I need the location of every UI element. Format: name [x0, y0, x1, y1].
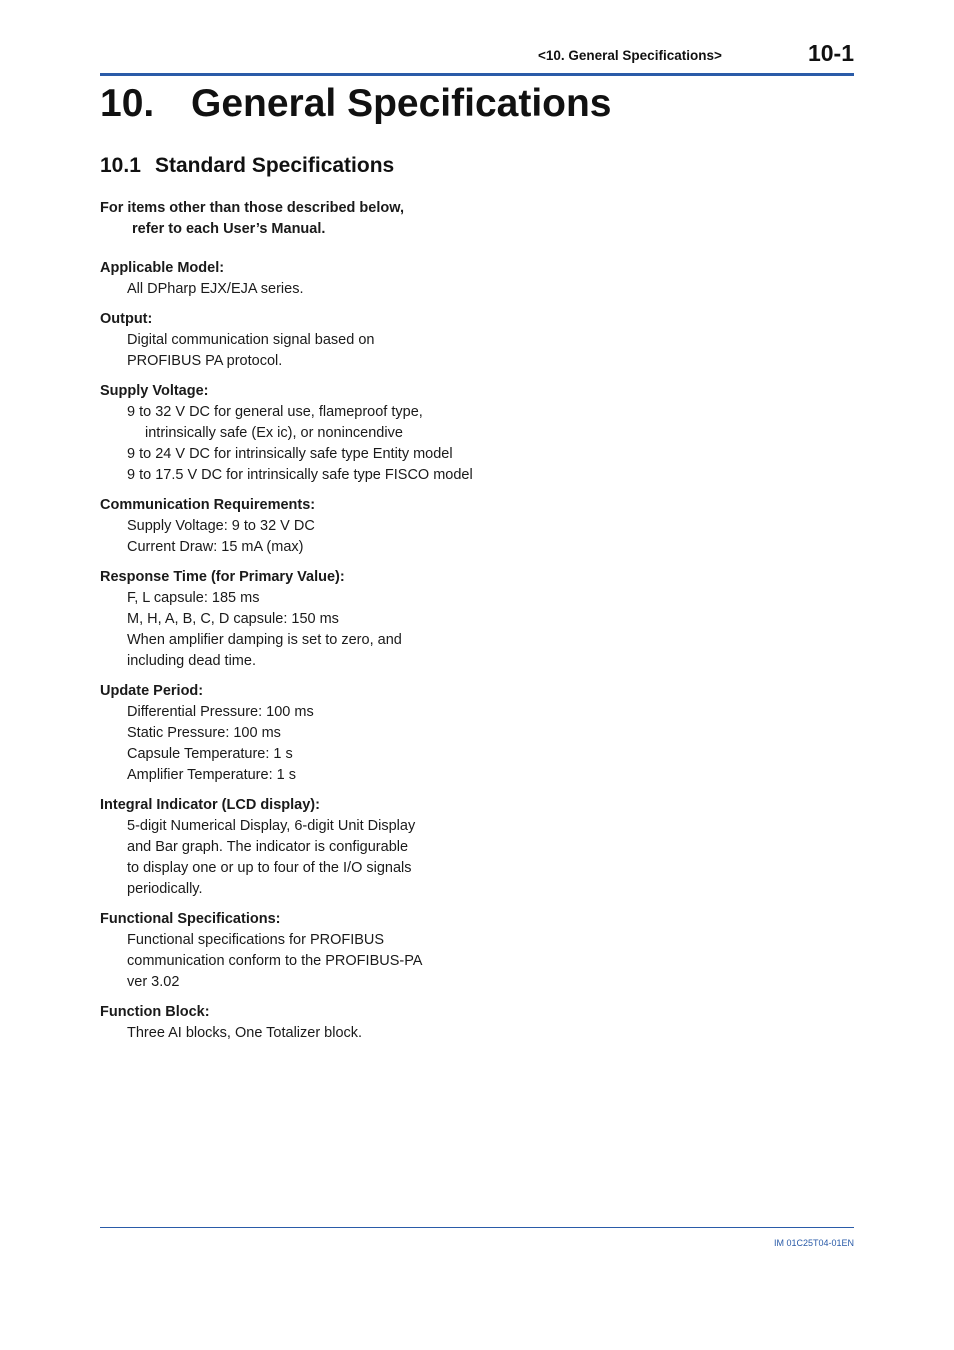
page-number: 10-1: [807, 40, 854, 66]
spec-value: Supply Voltage: 9 to 32 V DC: [127, 518, 315, 534]
spec-value: Functional specifications for PROFIBUS: [127, 932, 385, 948]
spec-value: Current Draw: 15 mA (max): [127, 539, 304, 555]
spec-label: Update Period:: [100, 683, 204, 699]
document-id: IM 01C25T04-01EN: [773, 1238, 854, 1248]
spec-value: Amplifier Temperature: 1 s: [127, 767, 296, 783]
chapter-title: [100, 82, 612, 126]
spec-value: 9 to 24 V DC for intrinsically safe type Entity model: [127, 446, 453, 462]
spec-label: Integral Indicator (LCD display):: [100, 797, 320, 813]
spec-list: [100, 258, 480, 1053]
spec-value: 9 to 17.5 V DC for intrinsically safe type FISCO model: [127, 467, 473, 483]
spec-integral-indicator: [100, 795, 480, 900]
spec-value: PROFIBUS PA protocol.: [127, 353, 283, 369]
chapter-number: 10.: [100, 82, 155, 125]
spec-value: Differential Pressure: 100 ms: [127, 704, 314, 720]
spec-value: All DPharp EJX/EJA series.: [127, 281, 304, 297]
section-number: 10.1: [100, 154, 141, 177]
spec-function-block: [100, 1002, 480, 1044]
spec-value: Digital communication signal based on: [127, 332, 375, 348]
spec-communication-requirements: [100, 495, 480, 558]
spec-value: M, H, A, B, C, D capsule: 150 ms: [127, 611, 339, 627]
spec-response-time: [100, 567, 480, 672]
spec-label: Functional Specifications:: [100, 911, 281, 927]
spec-functional-specifications: [100, 909, 480, 993]
spec-value: periodically.: [127, 881, 203, 897]
spec-value: communication conform to the PROFIBUS-PA: [127, 953, 423, 969]
running-header-section: <10. General Specifications>: [538, 48, 722, 63]
section-title-text: Standard Specifications: [155, 154, 395, 177]
spec-label: Supply Voltage:: [100, 383, 209, 399]
spec-label: Function Block:: [100, 1004, 210, 1020]
spec-applicable-model: [100, 258, 480, 300]
spec-value: Static Pressure: 100 ms: [127, 725, 281, 741]
spec-value: 5-digit Numerical Display, 6-digit Unit Display: [127, 818, 416, 834]
spec-label: Applicable Model:: [100, 260, 225, 276]
spec-supply-voltage: [100, 381, 480, 486]
chapter-title-text: General Specifications: [191, 82, 612, 125]
spec-value: When amplifier damping is set to zero, and: [127, 632, 402, 648]
spec-value: to display one or up to four of the I/O signals: [127, 860, 412, 876]
spec-update-period: [100, 681, 480, 786]
spec-label: Communication Requirements:: [100, 497, 316, 513]
spec-value: ver 3.02: [127, 974, 180, 990]
spec-label: Response Time (for Primary Value):: [100, 569, 345, 585]
intro-line-1: For items other than those described below,: [100, 200, 405, 216]
spec-label: Output:: [100, 311, 153, 327]
spec-value: Capsule Temperature: 1 s: [127, 746, 293, 762]
spec-value: and Bar graph. The indicator is configurable: [127, 839, 409, 855]
spec-value: F, L capsule: 185 ms: [127, 590, 260, 606]
spec-output: [100, 309, 480, 372]
header-divider: [100, 73, 854, 76]
spec-value: Three AI blocks, One Totalizer block.: [127, 1025, 363, 1041]
section-title: [100, 154, 394, 178]
intro-line-2: refer to each User’s Manual.: [132, 221, 326, 237]
spec-value: including dead time.: [127, 653, 256, 669]
spec-value: 9 to 32 V DC for general use, flameproof type, intrinsically safe (Ex ic), or nonincendive: [127, 404, 423, 441]
footer-divider: [100, 1227, 854, 1228]
intro-note: [100, 198, 460, 240]
